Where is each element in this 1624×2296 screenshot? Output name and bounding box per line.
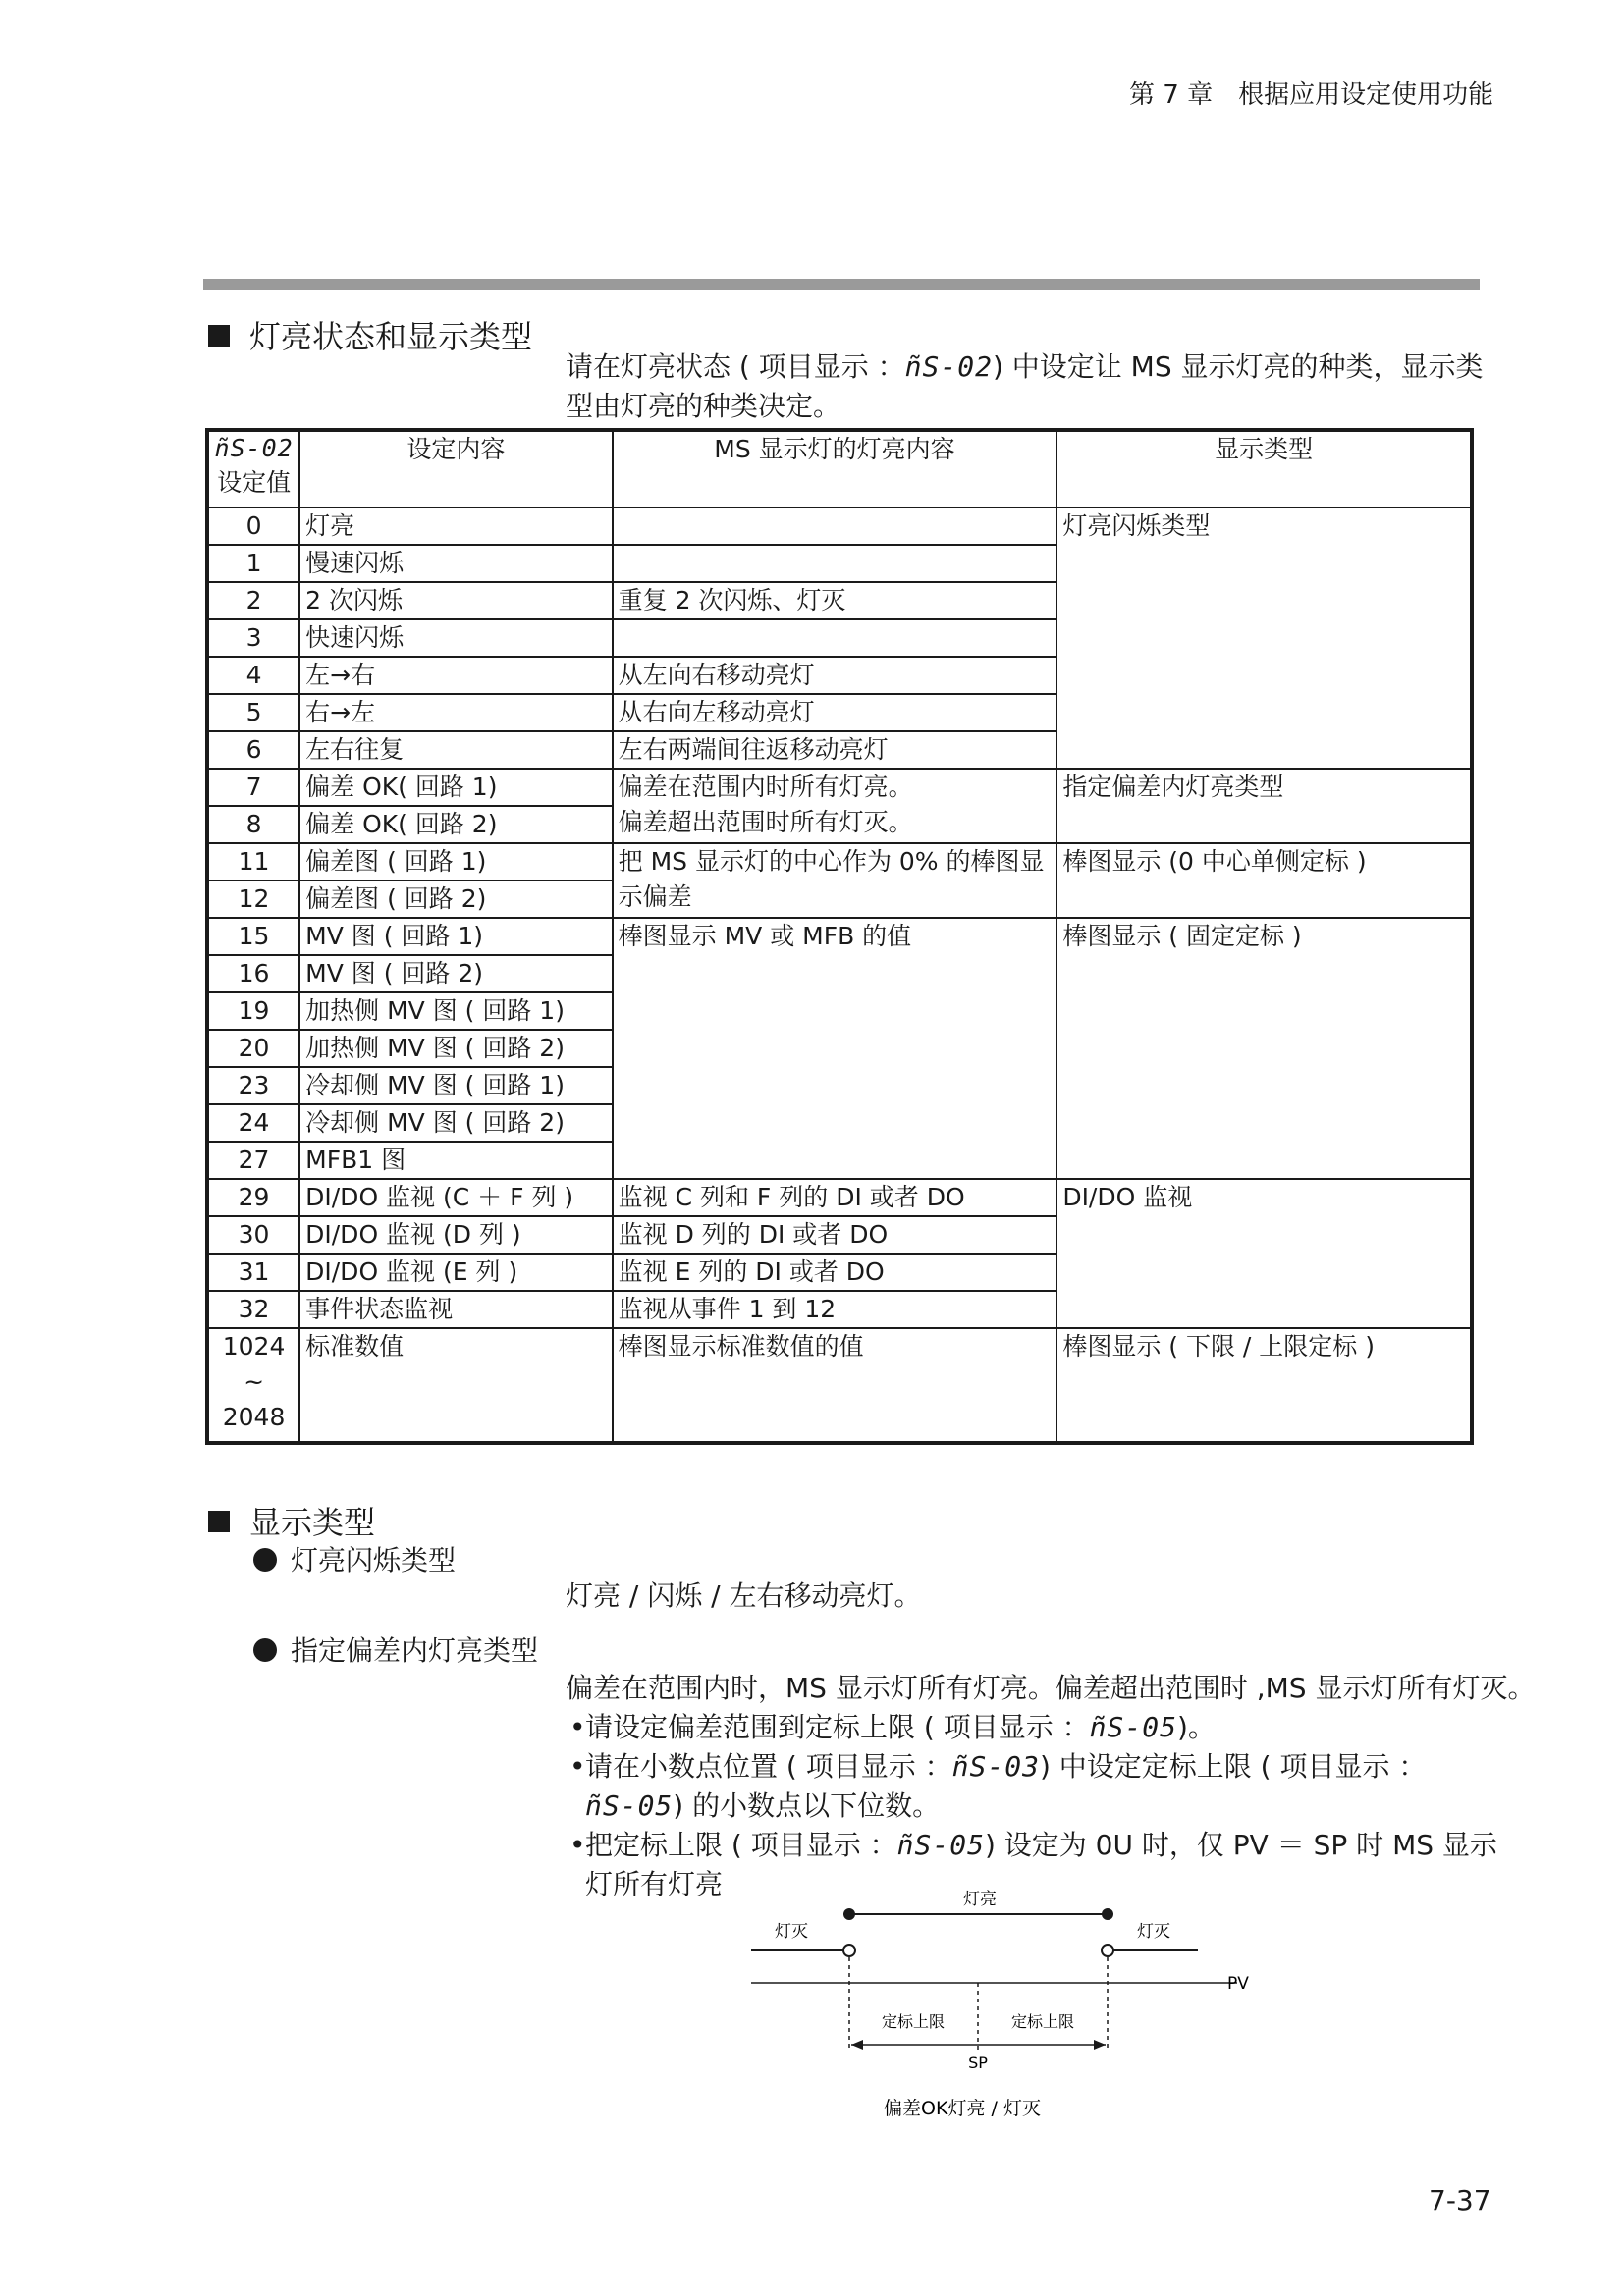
diagram-off-right-label: 灯灭 xyxy=(1137,1922,1170,1942)
table-cell: 27 xyxy=(207,1142,299,1179)
table-cell: 冷却侧 MV 图 ( 回路 1) xyxy=(299,1067,612,1104)
table-cell: 16 xyxy=(207,955,299,992)
table-cell: 32 xyxy=(207,1291,299,1328)
table-cell: MFB1 图 xyxy=(299,1142,612,1179)
table-cell: 2 xyxy=(207,582,299,619)
arrow-left-icon xyxy=(851,2040,863,2050)
table-cell: 30 xyxy=(207,1216,299,1254)
table-cell: 棒图显示 ( 下限 / 上限定标 ) xyxy=(1056,1328,1472,1443)
table-cell: 把 MS 显示灯的中心作为 0% 的棒图显 示偏差 xyxy=(613,843,1057,918)
table-cell: 左右往复 xyxy=(299,731,612,769)
table-cell: 事件状态监视 xyxy=(299,1291,612,1328)
table-cell: 棒图显示 MV 或 MFB 的值 xyxy=(613,918,1057,1179)
section-title: 显示类型 xyxy=(249,1504,376,1541)
table-cell xyxy=(613,545,1057,582)
table-cell: 23 xyxy=(207,1067,299,1104)
bullet-item: •请设定偏差范围到定标上限 ( 项目显示 ：ñS-05)。 xyxy=(569,1711,1216,1743)
diagram-off-left-label: 灯灭 xyxy=(775,1922,808,1942)
table-header-row xyxy=(207,430,1472,507)
table-cell: 6 xyxy=(207,731,299,769)
table-cell: 4 xyxy=(207,657,299,694)
table-cell: 1 xyxy=(207,545,299,582)
table-cell: 偏差 OK( 回路 1) xyxy=(299,769,612,806)
table-cell: 从左向右移动亮灯 xyxy=(613,657,1057,694)
table-cell: DI/DO 监视 (D 列 ) xyxy=(299,1216,612,1254)
filled-dot-right xyxy=(1102,1908,1113,1920)
table-cell: 偏差图 ( 回路 2) xyxy=(299,881,612,918)
square-bullet-icon xyxy=(208,325,230,347)
table-cell: 29 xyxy=(207,1179,299,1216)
intro-code: ñS-02 xyxy=(904,350,993,383)
intro-text-b: ) 中设定让 MS 显示灯亮的种类，显示类 xyxy=(992,350,1484,383)
chapter-header: 第 7 章 根据应用设定使用功能 xyxy=(1129,80,1494,110)
table-cell: 11 xyxy=(207,843,299,881)
section-intro xyxy=(566,347,1484,426)
table-cell xyxy=(613,507,1057,545)
table-cell: 灯亮 xyxy=(299,507,612,545)
table-cell: 从右向左移动亮灯 xyxy=(613,694,1057,731)
table-cell: 24 xyxy=(207,1104,299,1142)
table-cell: 0 xyxy=(207,507,299,545)
table-cell: 20 xyxy=(207,1030,299,1067)
table-cell: 5 xyxy=(207,694,299,731)
circle-bullet-icon xyxy=(253,1638,277,1662)
table-cell: DI/DO 监视 (E 列 ) xyxy=(299,1254,612,1291)
intro-text-c: 型由灯亮的种类决定。 xyxy=(566,390,841,422)
table-cell: 1024 ~ 2048 xyxy=(207,1328,299,1443)
table-cell: 右→左 xyxy=(299,694,612,731)
table-row xyxy=(207,769,1472,806)
deviation-type-desc: 偏差在范围内时，MS 显示灯所有灯亮。偏差超出范围时 ,MS 显示灯所有灯灭。 xyxy=(566,1672,1536,1704)
table-row xyxy=(207,1328,1472,1443)
table-cell: MV 图 ( 回路 2) xyxy=(299,955,612,992)
table-row xyxy=(207,843,1472,881)
sp-label: SP xyxy=(968,2054,988,2072)
table-cell: 偏差在范围内时所有灯亮。 偏差超出范围时所有灯灭。 xyxy=(613,769,1057,843)
section-heading-display-types xyxy=(208,1498,375,1543)
open-dot-right xyxy=(1102,1945,1113,1956)
arrow-right-icon xyxy=(1094,2040,1106,2050)
square-bullet-icon xyxy=(208,1511,230,1532)
table-cell: DI/DO 监视 xyxy=(1056,1179,1472,1328)
filled-dot-left xyxy=(843,1908,855,1920)
settings-table xyxy=(205,428,1474,1445)
table-cell: 快速闪烁 xyxy=(299,619,612,657)
header-ms-light: MS 显示灯的灯亮内容 xyxy=(613,430,1057,507)
table-cell: 2 次闪烁 xyxy=(299,582,612,619)
table-cell: 监视 E 列的 DI 或者 DO xyxy=(613,1254,1057,1291)
table-cell: 棒图显示 (0 中心单侧定标 ) xyxy=(1056,843,1472,918)
deviation-ok-diagram xyxy=(727,1875,1276,2120)
diagram-caption: 偏差OK灯亮 / 灯灭 xyxy=(884,2098,1041,2119)
diagram-on-label: 灯亮 xyxy=(963,1890,997,1909)
table-cell: 31 xyxy=(207,1254,299,1291)
table-cell: 标准数值 xyxy=(299,1328,612,1443)
table-cell: 冷却侧 MV 图 ( 回路 2) xyxy=(299,1104,612,1142)
subheading-deviation-type: 指定偏差内灯亮类型 xyxy=(253,1629,538,1669)
section-title: 灯亮状态和显示类型 xyxy=(249,318,533,355)
table-cell: 左→右 xyxy=(299,657,612,694)
table-row xyxy=(207,507,1472,545)
table-cell: 7 xyxy=(207,769,299,806)
table-cell: 灯亮闪烁类型 xyxy=(1056,507,1472,769)
blink-type-desc: 灯亮 / 闪烁 / 左右移动亮灯。 xyxy=(566,1579,922,1612)
table-cell: 3 xyxy=(207,619,299,657)
table-cell: 棒图显示 ( 固定定标 ) xyxy=(1056,918,1472,1179)
table-row xyxy=(207,1179,1472,1216)
subheading-blink-type: 灯亮闪烁类型 xyxy=(253,1539,456,1578)
table-cell: 监视 D 列的 DI 或者 DO xyxy=(613,1216,1057,1254)
header-content: 设定内容 xyxy=(299,430,612,507)
scale-label-right: 定标上限 xyxy=(1010,2012,1075,2031)
table-cell: 加热侧 MV 图 ( 回路 2) xyxy=(299,1030,612,1067)
table-cell: 监视从事件 1 到 12 xyxy=(613,1291,1057,1328)
table-cell: 偏差 OK( 回路 2) xyxy=(299,806,612,843)
page-number: 7-37 xyxy=(1429,2184,1491,2216)
pv-label: PV xyxy=(1227,1974,1249,1994)
table-cell: 左右两端间往返移动亮灯 xyxy=(613,731,1057,769)
table-cell: 19 xyxy=(207,992,299,1030)
bullet-item: •请在小数点位置 ( 项目显示 ：ñS-03) 中设定定标上限 ( 项目显示 ： ñS-05) 的小数点以下位数。 xyxy=(569,1750,1427,1822)
section-heading-light-status xyxy=(208,312,532,357)
table-cell: 偏差图 ( 回路 1) xyxy=(299,843,612,881)
table-cell: 指定偏差内灯亮类型 xyxy=(1056,769,1472,843)
table-cell: 加热侧 MV 图 ( 回路 1) xyxy=(299,992,612,1030)
intro-text-a: 请在灯亮状态 ( 项目显示 ： xyxy=(566,350,905,383)
bullet-item: •把定标上限 ( 项目显示 ：ñS-05) 设定为 0U 时，仅 PV ＝ SP 时 MS 显示 灯所有灯亮 xyxy=(569,1829,1497,1900)
table-cell: 15 xyxy=(207,918,299,955)
table-cell: 棒图显示标准数值的值 xyxy=(613,1328,1057,1443)
table-cell: 重复 2 次闪烁、灯灭 xyxy=(613,582,1057,619)
table-cell: 8 xyxy=(207,806,299,843)
header-value: ñS-02 设定值 xyxy=(207,430,299,507)
open-dot-left xyxy=(843,1945,855,1956)
scale-label-left: 定标上限 xyxy=(881,2012,946,2031)
table-row xyxy=(207,918,1472,955)
table-cell: 监视 C 列和 F 列的 DI 或者 DO xyxy=(613,1179,1057,1216)
header-display-type: 显示类型 xyxy=(1056,430,1472,507)
circle-bullet-icon xyxy=(253,1548,277,1572)
table-cell: 慢速闪烁 xyxy=(299,545,612,582)
top-rule xyxy=(203,279,1480,290)
table-cell: MV 图 ( 回路 1) xyxy=(299,918,612,955)
table-cell: DI/DO 监视 (C ＋ F 列 ) xyxy=(299,1179,612,1216)
table-cell: 12 xyxy=(207,881,299,918)
table-cell xyxy=(613,619,1057,657)
